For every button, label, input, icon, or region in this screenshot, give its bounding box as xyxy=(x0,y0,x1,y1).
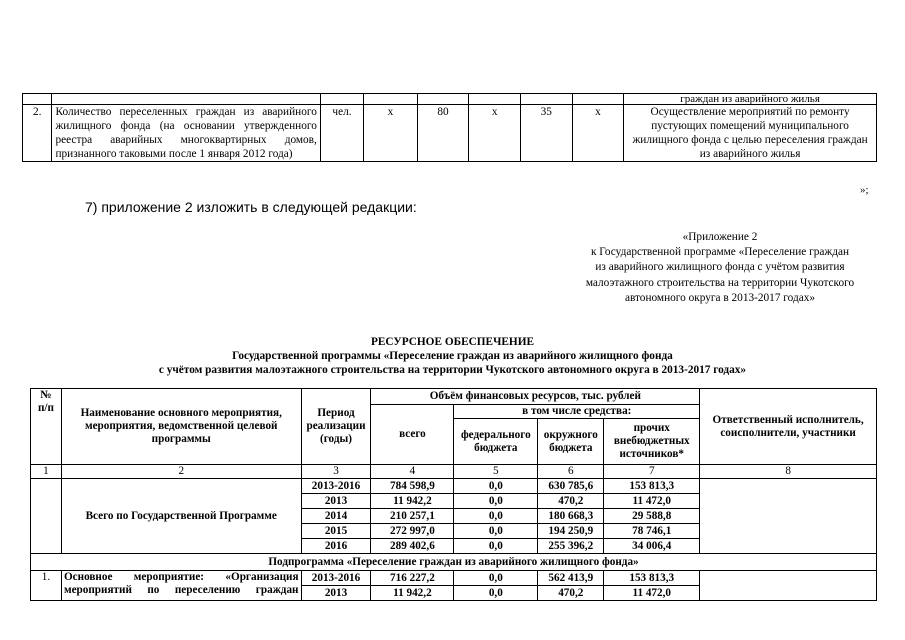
col-number: 6 xyxy=(538,465,604,479)
column-number-row xyxy=(31,465,877,479)
header-num: № п/п xyxy=(31,389,62,465)
col-number: 3 xyxy=(301,465,371,479)
appendix-line: из аварийного жилищного фонда с учётом развития xyxy=(595,261,845,274)
subprogram-row xyxy=(31,554,877,571)
end-quote: »; xyxy=(860,184,869,196)
appendix-line: к Государственной программе «Переселение граждан xyxy=(590,246,850,259)
value-cell: х xyxy=(364,105,417,162)
table-row: 2015 272 997,0 0,0 194 250,9 78 746,1 xyxy=(31,524,877,539)
indicator-name: Количество переселенных граждан из аварийного жилищного фонда (на основании утвержденного реестра аварийных многоквартирных домов, признанного таковыми после 1 января 2012 года) xyxy=(52,105,320,162)
appendix-line: автономного округа в 2013-2017 годах» xyxy=(624,291,816,304)
header-district: окружного бюджета xyxy=(538,419,604,465)
indicators-table xyxy=(22,93,877,162)
continuation-cell: граждан из аварийного жилья xyxy=(624,94,877,105)
table-row xyxy=(23,105,877,162)
item-name: Основное мероприятие: «Организация мероприятий по переселению граждан xyxy=(61,571,301,601)
col-number: 2 xyxy=(61,465,301,479)
row-number: 1. xyxy=(31,571,62,601)
value-cell: х xyxy=(572,105,624,162)
table-row: 1. Основное мероприятие: «Организация мероприятий по переселению граждан 2013-2016 716 227,2 0,0 562 413,9 153 813,3 xyxy=(31,571,877,586)
header-volume: Объём финансовых ресурсов, тыс. рублей xyxy=(371,389,700,405)
table-row xyxy=(23,94,877,105)
page-title: РЕСУРСНОЕ ОБЕСПЕЧЕНИЕ Государственной программы «Переселение граждан из аварийного жилищного фонда с учётом развития малоэтажного строительства на территории Чукотского автономного округа в 2013-2017 годах» xyxy=(158,336,747,376)
appendix-caption xyxy=(555,230,885,306)
row-number: 2. xyxy=(23,105,52,162)
col-number: 5 xyxy=(454,465,538,479)
header-other: прочих внебюджетных источников* xyxy=(604,419,700,465)
col-number: 1 xyxy=(31,465,62,479)
value-cell: х xyxy=(469,105,521,162)
note-cell: Осуществление мероприятий по ремонту пустующих помещений муниципального жилищного фонда с целью переселения граждан из аварийного жилья xyxy=(624,105,877,162)
header-federal: федерального бюджета xyxy=(454,419,538,465)
header-name: Наименование основного мероприятия, мероприятия, ведомственной целевой программы xyxy=(61,389,301,465)
resource-table xyxy=(30,388,877,601)
paragraph-7: 7) приложение 2 изложить в следующей редакции: xyxy=(85,199,417,215)
header-responsible: Ответственный исполнитель, соисполнители, участники xyxy=(700,389,877,465)
header-total: всего xyxy=(371,405,454,465)
header-including: в том числе средства: xyxy=(454,405,700,419)
col-number: 8 xyxy=(700,465,877,479)
table-row: 2013 11 942,2 0,0 470,2 11 472,0 xyxy=(31,586,877,601)
unit-cell: чел. xyxy=(320,105,363,162)
header-row xyxy=(31,389,877,405)
appendix-line: малоэтажного строительства на территории Чукотского xyxy=(585,276,855,289)
table-row: 2014 210 257,1 0,0 180 668,3 29 588,8 xyxy=(31,509,877,524)
table-row: Всего по Государственной Программе 2013-2016 784 598,9 0,0 630 785,6 153 813,3 xyxy=(31,479,877,494)
total-label: Всего по Государственной Программе xyxy=(61,479,301,554)
header-period: Период реализации (годы) xyxy=(301,389,371,465)
col-number: 4 xyxy=(371,465,454,479)
col-number: 7 xyxy=(604,465,700,479)
value-cell: 35 xyxy=(520,105,572,162)
table-row: 2016 289 402,6 0,0 255 396,2 34 006,4 xyxy=(31,539,877,554)
appendix-line: «Приложение 2 xyxy=(682,231,758,243)
subprogram-title: Подпрограмма «Переселение граждан из аварийного жилищного фонда» xyxy=(31,554,877,571)
value-cell: 80 xyxy=(417,105,469,162)
table-row: 2013 11 942,2 0,0 470,2 11 472,0 xyxy=(31,494,877,509)
